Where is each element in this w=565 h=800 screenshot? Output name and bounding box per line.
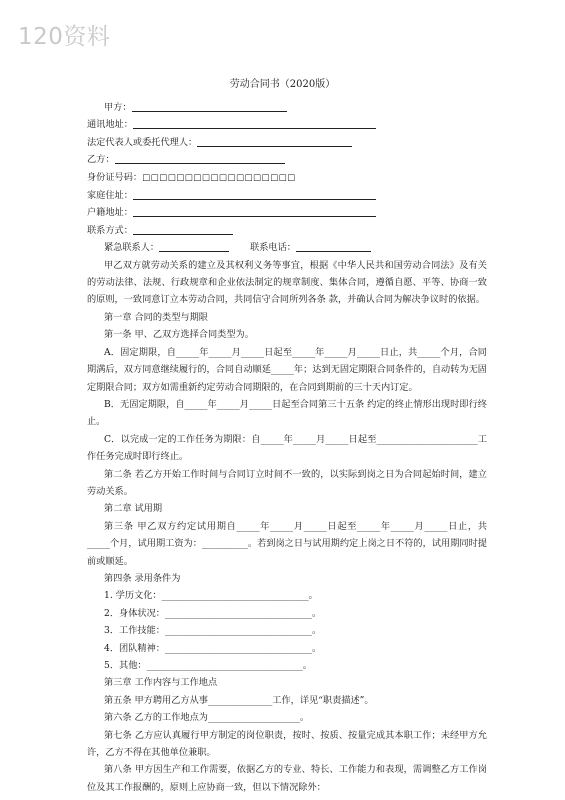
chapter-2-heading: 第二章 试用期 bbox=[104, 503, 163, 515]
field-party-b bbox=[87, 151, 487, 168]
blank-party-a bbox=[132, 100, 287, 112]
article-1-option-b: B．无固定期限，自_____年_____月_____日起至合同第三十五条 约定的终止情形出现时即行终止。 bbox=[87, 398, 487, 428]
blank-address bbox=[133, 117, 376, 129]
field-contact bbox=[87, 222, 487, 239]
condition-3: 3．工作技能：________________________________。 bbox=[104, 625, 322, 637]
condition-1: 1. 学历文化：________________________________。 bbox=[104, 590, 318, 602]
condition-4: 4．团队精神：________________________________。 bbox=[104, 642, 322, 654]
article-4: 第四条 录用条件为 bbox=[104, 572, 181, 584]
condition-5: 5．其他：__________________________________。 bbox=[104, 660, 312, 671]
label-id-no: 身份证号码： bbox=[87, 171, 143, 183]
field-address bbox=[87, 116, 487, 133]
field-emergency bbox=[87, 239, 487, 256]
blank-legal-rep bbox=[197, 135, 352, 147]
label-emergency-phone: 联系电话： bbox=[250, 242, 296, 254]
label-hukou-addr: 户籍地址： bbox=[87, 207, 133, 219]
label-party-b: 乙方： bbox=[87, 154, 115, 166]
chapter-3-heading: 第三章 工作内容与工作地点 bbox=[104, 677, 218, 689]
label-party-a: 甲方： bbox=[104, 102, 132, 113]
contract-body bbox=[87, 99, 487, 796]
field-home-addr bbox=[87, 187, 487, 204]
blank-emergency bbox=[159, 240, 229, 252]
article-1-option-c: C．以完成一定的工作任务为期限：自_____年_____月_____日起至______________________工作任务完成时即行终止。 bbox=[87, 433, 487, 463]
field-id-no bbox=[87, 169, 487, 187]
article-3: 第三条 甲乙双方约定试用期自_____年_____月_____日起至_____年_____月_____日止，共_____个月，试用期工资为：__________。若到岗之日与试用期约定上岗之日不符的，试用期同时提前或顺延。 bbox=[87, 520, 487, 567]
article-1-option-a: A．固定期限，自_____年_____月_____日起至_____年_____月_____日止，共_____个月，合同期满后，双方同意继续履行的，合同自动顺延_____年；达到无固定期限合同条件的，自动转为无固定期限合同；双方如需重新约定劳动合同期限的，在合同到期前的三十天内订定。 bbox=[87, 346, 487, 393]
field-party-a bbox=[87, 99, 487, 116]
article-2: 第二条 若乙方开始工作时间与合同订立时间不一致的，以实际到岗之日为合同起始时间，建立劳动关系。 bbox=[87, 468, 487, 497]
chapter-1-heading: 第一章 合同的类型与期限 bbox=[104, 311, 208, 323]
label-contact: 联系方式： bbox=[87, 224, 133, 236]
blank-emergency-phone bbox=[296, 240, 371, 252]
blank-hukou-addr bbox=[133, 205, 376, 217]
field-legal-rep bbox=[87, 134, 487, 151]
article-8: 第八条 甲方因生产和工作需要，依据乙方的专业、特长、工作能力和表现，需调整乙方工作岗位及其工作报酬的，原则上应协商一致，但以下情况除外： bbox=[87, 764, 487, 793]
article-6: 第六条 乙方的工作地点为____________________。 bbox=[104, 712, 310, 724]
watermark: 120资料 bbox=[18, 24, 111, 50]
condition-2: 2．身体状况：________________________________。 bbox=[104, 607, 322, 619]
label-home-addr: 家庭住址： bbox=[87, 190, 133, 202]
id-number-boxes: □□□□□□□□□□□□□□□□□□ bbox=[142, 172, 296, 183]
document-title: 劳动合同书（2020版） bbox=[229, 79, 336, 90]
article-7: 第七条 乙方应认真履行甲方制定的岗位职责，按时、按质、按量完成其本职工作；未经甲方允许，乙方不得在其他单位兼职。 bbox=[87, 729, 487, 759]
label-address: 通讯地址： bbox=[87, 119, 133, 131]
label-legal-rep: 法定代表人或委托代理人： bbox=[87, 136, 198, 148]
label-emergency: 紧急联系人： bbox=[104, 242, 160, 254]
article-1: 第一条 甲、乙双方选择合同类型为。 bbox=[104, 329, 254, 341]
paragraph-intro: 甲乙双方就劳动关系的建立及其权利义务等事宜，根据《中华人民共和国劳动合同法》及有关的劳动法律、法规、行政规章和企业依法制定的规章制度、集体合同，遵循自愿、平等、协商一致的原则，一致同意订立本劳动合同，共同信守合同所列各条 款，并确认合同为解决争议时的依据。 bbox=[87, 259, 487, 306]
blank-party-b bbox=[115, 152, 285, 164]
blank-contact bbox=[133, 223, 233, 235]
blank-home-addr bbox=[133, 188, 376, 200]
field-hukou-addr bbox=[87, 204, 487, 221]
article-5: 第五条 甲方聘用乙方从事______________工作，详见“职责描述”。 bbox=[104, 694, 374, 706]
